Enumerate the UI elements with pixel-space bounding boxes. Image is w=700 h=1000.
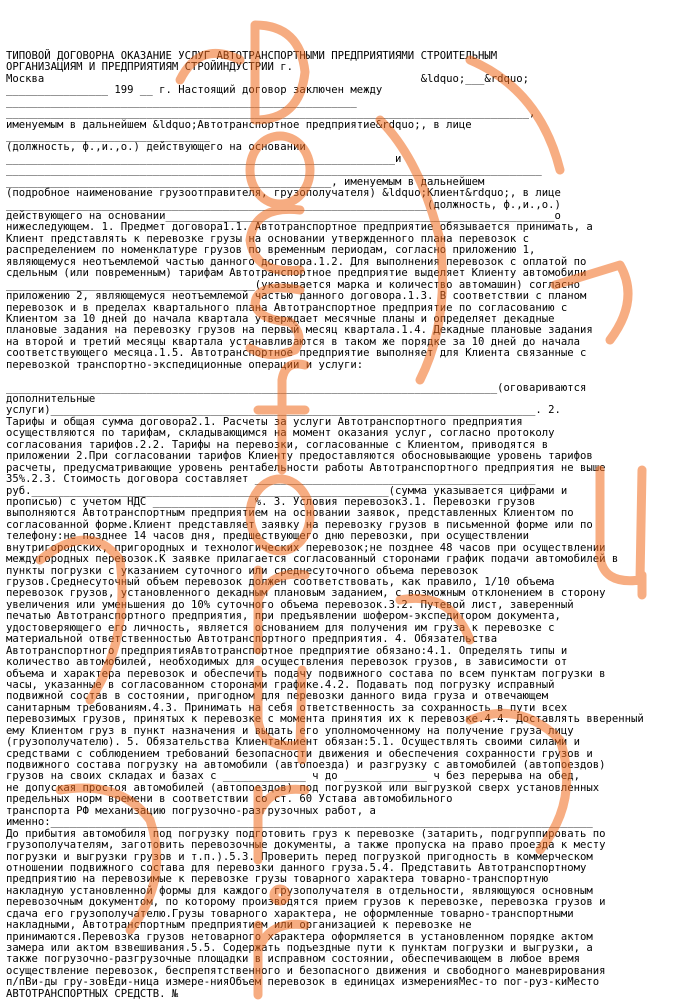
- document-line: сдельным (или повременным) тарифам Автотранспортное предприятие выделяет Клиенту автомобили: [6, 267, 587, 280]
- document-line: ____________________________________________________________________________________: [6, 164, 542, 177]
- document-line: ТИПОВОЙ ДОГОВОРНА ОКАЗАНИЕ УСЛУГ АВТОТРАНСПОРТНЫМИ ПРЕДПРИЯТИЯМИ СТРОИТЕЛЬНЫМ: [6, 49, 498, 62]
- document-line: приложению 2, являющемуся неотъемлемой частью данного договора.1.3. В соответствии с планом: [6, 290, 587, 303]
- document-line: пункты погрузки с указанием суточного или среднесуточного объема перевозок: [6, 564, 478, 577]
- document-line: именуемым в дальнейшем &ldquo;Автотранспортное предприятие&rdquo;, в лице: [6, 118, 472, 131]
- document-line: междугородных перевозок.К заявке прилагается согласованный сторонами график подачи автомобилей в: [6, 553, 619, 566]
- document-line: количество автомобилей, необходимых для осуществления перевозок грузов, в зависимости от: [6, 656, 568, 669]
- document-line: являющемуся неотъемлемой частью данного договора.1.2. Для выполнения перевозок с оплатой по: [6, 255, 587, 268]
- document-line: осуществляются по тарифам, складывающимся на момент оказания услуг, согласно протоколу: [6, 427, 555, 440]
- document-line: замера или актом взвешивания.5.5. Содержать подъездные пути к пунктам погрузки и выгрузки, а: [6, 942, 593, 955]
- document-line: перевозок и в пределах квартального плана Автотранспортное предприятие по согласованию с: [6, 301, 568, 314]
- document-line: средствами с соблюдением требований безопасности движения и обеспечения сохранности грузов и: [6, 747, 593, 760]
- document-line: перевозимых грузов, принятых к перевозке с момента принятия их к перевозке.4.4. Доставлять вверенный: [6, 713, 644, 726]
- document-line: осуществление перевозок, беспрепятственного и безопасного движения и свободного маневрирования: [6, 964, 606, 977]
- document-line: грузов.Среднесуточный объем перевозок должен соответствовать, как правило, 1/10 объема: [6, 576, 555, 589]
- document-line: распределением по номенклатуре грузов по временным периодам, согласно приложению 1,: [6, 244, 536, 257]
- document-line: выполняются Автотранспортным предприятием на основании заявок, представленных Клиентом по: [6, 507, 574, 520]
- document-line: прописью) с учетом НДС ________________%. 3. Условия перевозок3.1. Перевозки грузов: [6, 495, 536, 508]
- document-line: принимаются.Перевозка грузов нетоварного характера оформляется в установленном порядке актом: [6, 930, 593, 943]
- document-line: ________________ 199 __ г. Настоящий договор заключен между: [6, 84, 383, 97]
- document-line: действующего на основании_____________________________________________________________о: [6, 210, 561, 223]
- document-line: печатью Автотранспортного предприятия, при предъявлении шофером-экспедитором документа,: [6, 610, 561, 623]
- document-line: телефону:не позднее 14 часов дня, предшествующего дню перевозки, при осуществлении: [6, 530, 529, 543]
- document-line: Клиент представлять к перевозке грузы на основании утвержденного плана перевозок с: [6, 232, 529, 245]
- document-line: ________________________________: [6, 129, 211, 142]
- document-line: _____________________________________________________________и: [6, 152, 402, 165]
- document-line: Клиентом за 10 дней до начала квартала утверждает месячные планы и определяет декадные: [6, 312, 555, 325]
- document-line: До прибытия автомобиля под погрузку подготовить груз к перевозке (затарить, подгруппировать по: [6, 827, 606, 840]
- document-line: плановые задания на перевозку грузов на первый месяц квартала.1.4. Декадные плановые задания: [6, 324, 593, 337]
- document-line: накладными, Автотранспортным предприятием или организацией к перевозке не: [6, 919, 472, 932]
- document-line: Тарифы и общая сумма договора2.1. Расчеты за услуги Автотранспортного предприятия: [6, 415, 523, 428]
- document-line: _______________________________________________________: [6, 95, 357, 108]
- document-line: транспорта РФ механизацию погрузочно-разгрузочных работ, а: [6, 804, 376, 817]
- document-line: отношении подвижного состава для перевозки данного груза.5.4. Представить Автотранспортному: [6, 861, 587, 874]
- document-line: перевозок грузов, установленного декадным плановым заданием, с возможным отклонением в сторону: [6, 587, 606, 600]
- document-line: расчеты, предусматривающие уровень рентабельности работы Автотранспортного предприятия не выше: [6, 461, 606, 474]
- document-line: _______________________________________(указывается марка и количество автомашин) согласно: [6, 278, 581, 291]
- document-line: услуги)____________________________________________________________________________. 2.: [6, 404, 561, 417]
- document-line: __________________________________________________________________(должность, ф.,и.,о.): [6, 198, 561, 211]
- document-line: ОРГАНИЗАЦИЯМ И ПРЕДПРИЯТИЯМ СТРОЙИНДУСТРИИ г.: [6, 61, 294, 74]
- document-line: подвижного состава погрузку на автомобили (автопоезда) и разгрузку с автомобилей (автопоездов): [6, 759, 606, 772]
- document-line: п/пВи-ды гру-зовЕди-ница измере-нияОбъем перевозок в единицах измеренияМес-то пог-руз-киМесто: [6, 976, 600, 989]
- document-line: на второй и третий месяцы квартала устанавливаются в таком же порядке за 10 дней до начала: [6, 335, 581, 348]
- document-line: (подробное наименование грузоотправителя, грузополучателя) &ldquo;Клиент&rdquo;, в лице: [6, 187, 561, 200]
- document-line: перевозочным документом, по которому производятся прием грузов к перевозке, перевозка грузов и: [6, 896, 606, 909]
- document-line: руб.________________________________________________________(сумма указывается цифрами и: [6, 484, 568, 497]
- document-line: погрузки и выгрузки грузов и т.п.).5.3. Проверить перед погрузкой пригодность в коммерческом: [6, 850, 593, 863]
- document-line: предельных норм времени в соответствии со ст. 60 Устава автомобильного: [6, 793, 453, 806]
- document-line: __________________________________________________________________________________,: [6, 107, 536, 120]
- document-line: именно:_____________________________________________________________________________________: [6, 816, 593, 829]
- document-line: ___________________________________________________, именуемым в дальнейшем: [6, 175, 485, 188]
- document-line: увеличения или уменьшения до 10% суточного объема перевозок.3.2. Путевой лист, заверенный: [6, 598, 574, 611]
- document-line: объема и характера перевозок и обеспечить подачу подвижного состава по всем пунктам погрузки в: [6, 667, 606, 680]
- document-line: приложении 2.При согласовании тарифов Клиенту предоставляются обосновывающие уровень тарифов: [6, 450, 593, 463]
- document-line: (грузополучателю). 5. Обязательства КлиентаКлиент обязан:5.1. Осуществлять своими силами и: [6, 736, 581, 749]
- document-line: подвижной состав в состоянии, пригодном для перевозки данного вида груза и отвечающем: [6, 690, 549, 703]
- document-line: удостоверяющего его личность, является основанием для получения им груза к перевозке с: [6, 621, 555, 634]
- document-line: АВТОТРАНСПОРТНЫХ СРЕДСТВ. №: [6, 987, 179, 1000]
- document-line: не допуская простоя автомобилей (автопоездов) под погрузкой или выгрузкой сверх установленных: [6, 781, 600, 794]
- document-line: внутригородских, пригородных и технологических перевозок;не позднее 48 часов при осуществлении: [6, 541, 606, 554]
- document-line: накладную установленной формы для каждого грузополучателя в отдельности, являющуюся основным: [6, 884, 593, 897]
- document-line: материальной ответственностью Автотранспортного предприятия. 4. Обязательства: [6, 633, 498, 646]
- contract-text: [6, 51, 686, 1000]
- document-line: нижеследующем. 1. Предмет договора1.1. Автотранспортное предприятие обязывается принимать, а: [6, 221, 593, 234]
- document-line: 35%.2.3. Стоимость договора составляет ____________________________________________: [6, 473, 536, 486]
- document-line: грузов на своих складах и базах с _____________ ч до _____________ ч без перерыва на обед,: [6, 770, 581, 783]
- document-line: согласованной форме.Клиент представляет заявку на перевозку грузов в письменной форме или по: [6, 518, 593, 531]
- document-line: _____________________________________________________________________________(оговариваются: [6, 381, 587, 394]
- document-line: сдача его грузополучателю.Грузы товарного характера, не оформленные товарно-транспортными: [6, 907, 574, 920]
- document-line: (должность, ф.,и.,о.) действующего на основании: [6, 141, 306, 154]
- document-line: грузополучателям, заготовить перевозочные документы, а также пропуска на право проезда к месту: [6, 839, 606, 852]
- document-line: Автотранспортного предприятияАвтотранспортное предприятие обязано:4.1. Определять типы и: [6, 644, 568, 657]
- document-line: согласования тарифов.2.2. Тарифы на перевозки, согласованные с Клиентом, приводятся в: [6, 438, 549, 451]
- document-line: предприятию на перевозимые к перевозке грузы товарного характера товарно-транспортную: [6, 873, 549, 886]
- document-line: дополнительные: [6, 393, 96, 406]
- document-line: санитарным требованиям.4.3. Принимать на себя ответственность за сохранность в пути всех: [6, 701, 568, 714]
- document-line: также погрузочно-разгрузочные площадки в исправном состоянии, обеспечивающем в любое время: [6, 953, 581, 966]
- document-line: Москва &ldquo;___&rdquo;: [6, 72, 529, 85]
- document-line: ему Клиентом груз в пункт назначения и выдать его уполномоченному на получение груза лицу: [6, 724, 574, 737]
- document-line: соответствующего месяца.1.5. Автотранспортное предприятие выполняет для Клиента связанные с: [6, 347, 587, 360]
- document-line: перевозкой транспортно-экспедиционные операции и услуги:: [6, 358, 364, 371]
- document-line: часы, указанные в согласованном сторонами графике.4.2. Подавать под погрузку исправный: [6, 678, 555, 691]
- document-line: [6, 371, 686, 382]
